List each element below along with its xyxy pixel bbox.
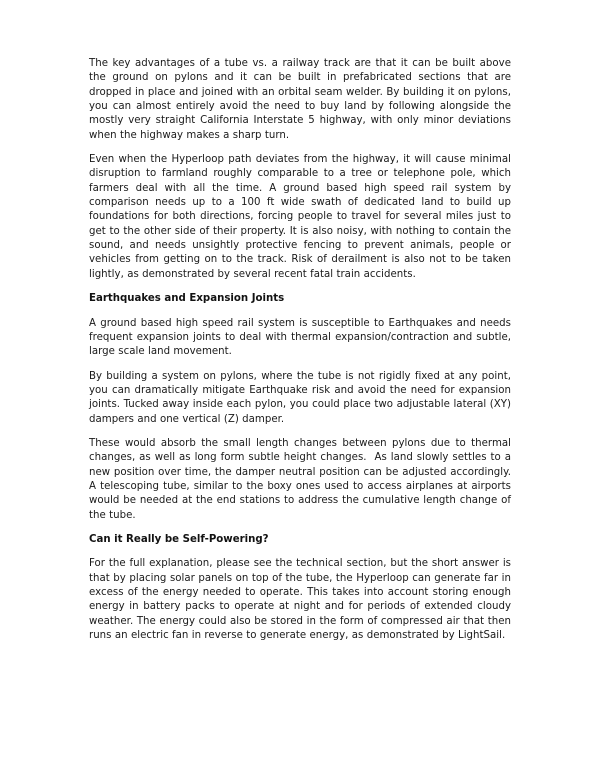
paragraph-solar-panels-self-powering: For the full explanation, please see the technical section, but the short answer is that by placing solar panels on top of the tube, the Hyperloop can generate far in excess of the energy needed to operate. This takes into account storing enough energy in battery packs to operate at night and for periods of extended cloudy weather. The energy could also be stored in the form of compressed air that then runs an electric fan in reverse to generate energy, as demonstrated by LightSail. [89,558,515,642]
section-heading-can-it-really-be-self-powering: Can it Really be Self-Powering? [89,533,269,545]
paragraph-absorb-length-changes: These would absorb the small length changes between pylons due to thermal changes, as well as long form subtle height changes. As land slowly settles to a new position over time, the damper neutral position can be adjusted accordingly. A telescoping tube, similar to the boxy ones used to access airplanes at airports would be needed at the end stations to address the cumulative length change of the tube. [89,437,515,521]
paragraph-tube-vs-railway: The key advantages of a tube vs. a railway track are that it can be built above the ground on pylons and it can be built in prefabricated sections that are dropped in place and joined with an orbital seam welder. By building it on pylons, you can almost entirely avoid the need to buy land by following alongside the mostly very straight California Interstate 5 highway, with only minor deviations when the highway makes a sharp turn. [89,58,515,141]
paragraph-farmland-disruption: Even when the Hyperloop path deviates from the highway, it will cause minimal disruption to farmland roughly comparable to a tree or telephone pole, which farmers deal with all the time. A ground based high speed rail system by comparison needs up to a 100 ft wide swath of dedicated land to build up foundations for both directions, forcing people to travel for several miles just to get to the other side of their property. It is also noisy, with nothing to contain the sound, and needs unsightly protective fencing to prevent animals, people or vehicles from getting on to the track. Risk of derailment is also not to be taken lightly, as demonstrated by several recent fatal train accidents. [89,154,515,280]
paragraph-rail-susceptible-to-earthquakes: A ground based high speed rail system is susceptible to Earthquakes and needs frequent expansion joints to deal with thermal expansion/contraction and subtle, large scale land movement. [89,317,515,358]
section-heading-earthquakes-and-expansion-joints: Earthquakes and Expansion Joints [89,293,285,305]
paragraph-pylons-and-dampers: By building a system on pylons, where the tube is not rigidly fixed at any point, you can dramatically mitigate Earthquake risk and avoid the need for expansion joints. Tucked away inside each pylon, you could place two adjustable lateral (XY) dampers and one vertical (Z) damper. [89,370,515,425]
document-body [89,57,515,643]
